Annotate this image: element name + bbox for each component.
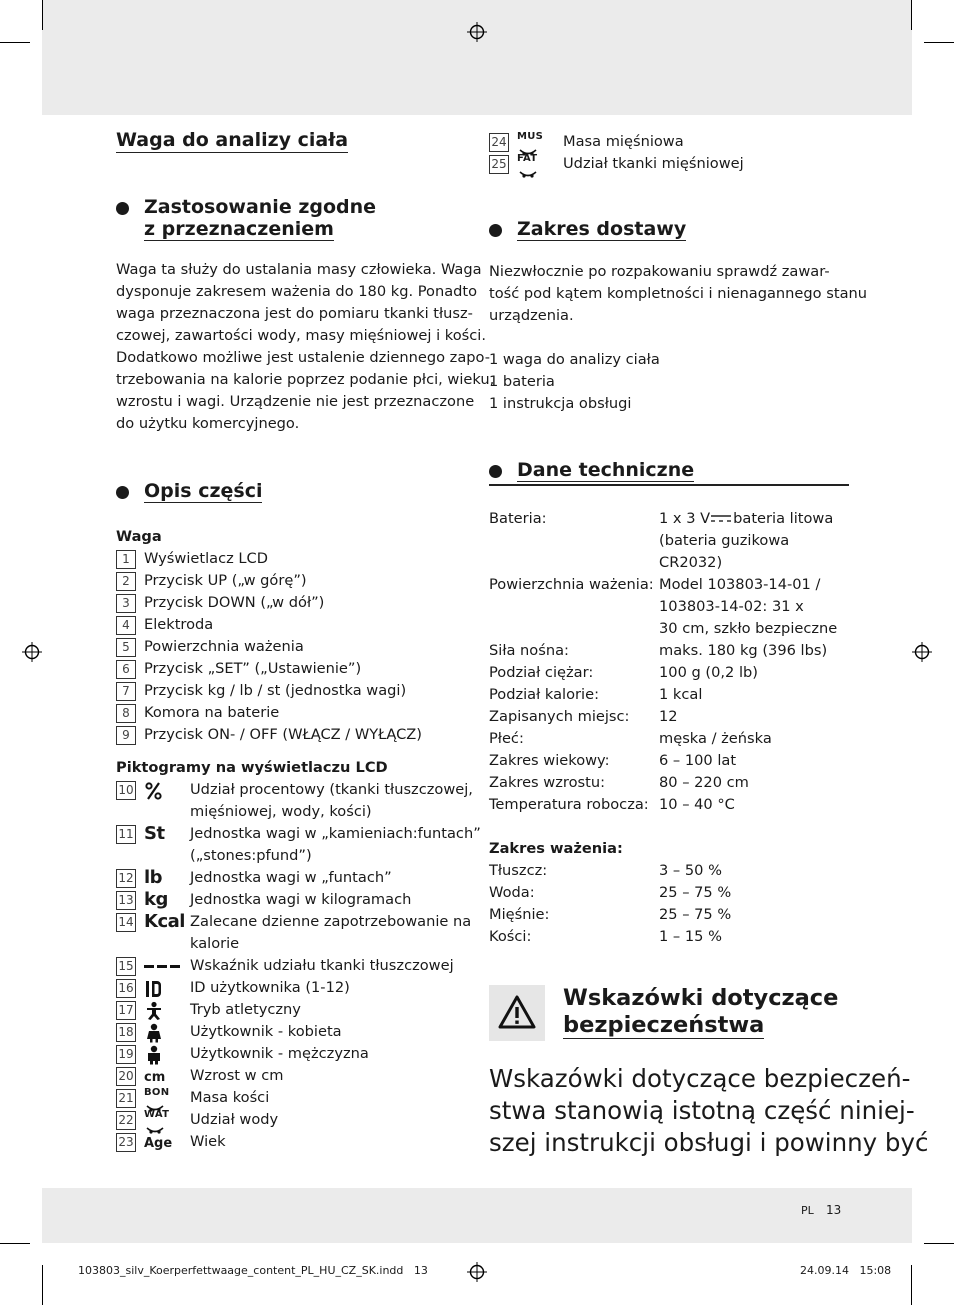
pictogram-row bbox=[116, 823, 481, 845]
section-use bbox=[116, 196, 495, 435]
bullet-icon bbox=[489, 465, 502, 478]
pictogram-number: 19 bbox=[116, 1045, 136, 1064]
tech-value: 80 – 220 cm bbox=[659, 773, 749, 791]
part-label: Wyświetlacz LCD bbox=[144, 550, 268, 567]
text-line: 1 waga do analizy ciała bbox=[489, 351, 660, 368]
tech-row bbox=[489, 728, 849, 750]
bullet-icon bbox=[489, 224, 502, 237]
tech-value: 1 kcal bbox=[659, 685, 703, 703]
tech-row: Powierzchnia ważenia: Model 103803-14-01 / bbox=[489, 575, 821, 593]
section-delivery bbox=[489, 218, 868, 415]
percent-icon bbox=[144, 779, 184, 801]
pictogram-number: 18 bbox=[116, 1023, 136, 1042]
sub-heading: Zakres ważenia: bbox=[489, 839, 623, 857]
pictogram-row bbox=[116, 977, 476, 999]
page-number: 13 bbox=[826, 1203, 842, 1217]
tech-key: Mięśnie: bbox=[489, 905, 550, 923]
pictogram-row bbox=[116, 1131, 476, 1153]
section-parts bbox=[116, 480, 481, 1153]
tech-value: 25 – 75 % bbox=[659, 905, 732, 923]
tech-value: 1 – 15 % bbox=[659, 927, 722, 945]
footer-filename: 103803_silv_Koerperfettwaage_content_PL_HU_CZ_SK.indd 13 bbox=[78, 1264, 428, 1277]
part-row bbox=[116, 636, 476, 658]
text-line: waga przeznaczona jest do pomiaru tkanki tłusz- bbox=[116, 305, 473, 322]
text-line: szej instrukcji obsługi i powinny być bbox=[489, 1128, 929, 1157]
tech-key: Temperatura robocza: bbox=[489, 795, 649, 813]
header-band bbox=[42, 0, 912, 115]
registration-mark-icon bbox=[467, 1262, 487, 1282]
page-title: Waga do analizy ciała bbox=[116, 129, 349, 151]
kcal-icon: Kcal bbox=[144, 911, 185, 932]
footer-lang: PL bbox=[801, 1204, 814, 1217]
part-number: 2 bbox=[116, 572, 136, 591]
part-number: 4 bbox=[116, 616, 136, 635]
part-number: 3 bbox=[116, 594, 136, 613]
water-icon: WAT bbox=[144, 1109, 184, 1131]
pictogram-label: Udział tkanki mięśniowej bbox=[563, 155, 744, 172]
delivery-list bbox=[489, 349, 849, 415]
pictogram-row bbox=[116, 1021, 476, 1043]
tech-key: Siła nośna: bbox=[489, 641, 569, 659]
parts-list bbox=[116, 548, 476, 746]
female-user-icon bbox=[144, 1021, 184, 1043]
pictogram-label: ID użytkownika (1-12) bbox=[190, 979, 350, 996]
part-number: 9 bbox=[116, 726, 136, 745]
crop-mark bbox=[924, 1243, 954, 1244]
part-number: 1 bbox=[116, 550, 136, 569]
muscle-tissue-icon: FAT bbox=[517, 153, 557, 175]
tech-row: Bateria: 1 x 3 V bateria litowa bbox=[489, 509, 834, 527]
pictogram-label: Wskaźnik udziału tkanki tłuszczowej bbox=[190, 957, 454, 974]
registration-mark-icon bbox=[467, 22, 487, 42]
pictogram-number: 20 bbox=[116, 1067, 136, 1086]
tech-value: 12 bbox=[659, 707, 678, 725]
muscle-mass-icon: MUS bbox=[517, 131, 557, 153]
tech-key: Zakres wiekowy: bbox=[489, 751, 610, 769]
tech-row bbox=[489, 926, 849, 948]
pictogram-list bbox=[116, 779, 481, 1153]
tech-key: Zakres wzrostu: bbox=[489, 773, 605, 791]
crop-mark bbox=[911, 1265, 912, 1305]
part-row bbox=[116, 592, 476, 614]
crop-mark bbox=[924, 42, 954, 43]
pictogram-row bbox=[116, 955, 476, 977]
section-heading: Dane techniczne bbox=[517, 459, 695, 481]
part-row bbox=[116, 658, 476, 680]
pictogram-row-cont bbox=[116, 933, 476, 955]
warning-triangle-icon bbox=[489, 985, 545, 1041]
tech-value: 10 – 40 °C bbox=[659, 795, 735, 813]
warning-box bbox=[489, 985, 545, 1041]
pictogram-row bbox=[116, 889, 476, 911]
part-label: Powierzchnia ważenia bbox=[144, 638, 304, 655]
pictogram-number: 23 bbox=[116, 1133, 136, 1152]
paragraph bbox=[116, 259, 495, 435]
pictogram-row bbox=[489, 153, 849, 175]
text-line: do użytku komercyjnego. bbox=[116, 415, 300, 432]
pictogram-row-cont bbox=[116, 845, 476, 867]
footer-date: 24.09.14 15:08 bbox=[800, 1264, 892, 1277]
tech-key: Kości: bbox=[489, 927, 532, 945]
tech-row bbox=[489, 794, 849, 816]
pictogram-list-continued bbox=[489, 131, 849, 175]
bullet-icon bbox=[116, 202, 129, 215]
kilogram-unit-icon: kg bbox=[144, 889, 168, 910]
pictogram-label: Wiek bbox=[190, 1133, 226, 1150]
tech-row bbox=[489, 772, 849, 794]
pictogram-row-cont bbox=[116, 801, 476, 823]
text-line: 1 bateria bbox=[489, 373, 555, 390]
pictogram-label: Użytkownik - mężczyzna bbox=[190, 1045, 369, 1062]
pictogram-number: 24 bbox=[489, 133, 509, 152]
text-line: tość pod kątem kompletności i nienagannego stanu bbox=[489, 285, 868, 302]
part-number: 7 bbox=[116, 682, 136, 701]
pictogram-number: 10 bbox=[116, 781, 136, 800]
text-line: Dodatkowo możliwe jest ustalenie dziennego zapo- bbox=[116, 349, 490, 366]
sub-heading: Piktogramy na wyświetlaczu LCD bbox=[116, 759, 388, 776]
text-line: wzrostu i wagi. Urządzenie nie jest przeznaczone bbox=[116, 393, 475, 410]
pictogram-label: Masa mięśniowa bbox=[563, 133, 684, 150]
pictogram-number: 13 bbox=[116, 891, 136, 910]
pictogram-row bbox=[116, 1065, 476, 1087]
part-row bbox=[116, 680, 476, 702]
stone-unit-icon: St bbox=[144, 823, 165, 844]
pictogram-number: 12 bbox=[116, 869, 136, 888]
bullet-icon bbox=[116, 486, 129, 499]
pound-unit-icon: lb bbox=[144, 867, 163, 888]
text-line: 1 instrukcja obsługi bbox=[489, 395, 632, 412]
tech-key: Podział kalorie: bbox=[489, 685, 599, 703]
pictogram-label: („stones:pfund”) bbox=[190, 847, 312, 864]
male-user-icon bbox=[144, 1043, 184, 1065]
pictogram-number: 17 bbox=[116, 1001, 136, 1020]
part-row bbox=[116, 570, 476, 592]
section-heading: Zakres dostawy bbox=[517, 218, 687, 240]
text-line: Niezwłocznie po rozpakowaniu sprawdź zawar- bbox=[489, 263, 830, 280]
pictogram-label: Jednostka wagi w kilogramach bbox=[190, 891, 412, 908]
pictogram-row bbox=[116, 999, 476, 1021]
crop-mark bbox=[42, 1265, 43, 1305]
registration-mark-icon bbox=[912, 642, 932, 662]
part-label: Przycisk UP („w górę”) bbox=[144, 572, 307, 589]
crop-mark bbox=[911, 0, 912, 30]
text-line: dysponuje zakresem ważenia do 180 kg. Ponadto bbox=[116, 283, 478, 300]
crop-mark bbox=[0, 1243, 30, 1244]
part-label: Elektroda bbox=[144, 616, 214, 633]
pictogram-row bbox=[116, 867, 476, 889]
tech-row bbox=[489, 860, 849, 882]
tech-table: Bateria: 1 x 3 V bateria litowa (bateria guzikowa CR2032) Powierzchnia ważenia: Model 103803-14-01 / 103803-14-02: 31 x 30 cm, szkło bezpieczne Siła nośna: maks. 180 kg (396 lbs) Podział ciężar: 100 g (0,2 lb) Podział kalorie: 1 kcal Zapisanych miejsc: 12 Płeć: męska / żeńska Zakres wiekowy: 6 – 100 lat Zakres wzrostu: 80 – 220 cm Temperatura robocza: 10 – 40 °C Zakres ważenia: Tłuszcz: 3 – 50 % Woda: 25 – 75 % Mięśnie: 25 – 75 % Kości: 1 – 15 % bbox=[489, 508, 849, 948]
tech-value: 100 g (0,2 lb) bbox=[659, 663, 758, 681]
safety-paragraph bbox=[489, 1063, 928, 1159]
part-number: 6 bbox=[116, 660, 136, 679]
part-label: Przycisk kg / lb / st (jednostka wagi) bbox=[144, 682, 407, 699]
bone-mass-icon: BON bbox=[144, 1087, 184, 1109]
pictogram-label: Jednostka wagi w „funtach” bbox=[190, 869, 392, 886]
pictogram-row bbox=[116, 1109, 476, 1131]
age-icon: Age bbox=[144, 1136, 173, 1151]
pictogram-label: Tryb atletyczny bbox=[190, 1001, 301, 1018]
text-line: Wskazówki dotyczące bezpieczeń- bbox=[489, 1064, 911, 1093]
pictogram-number: 21 bbox=[116, 1089, 136, 1108]
pictogram-label: Masa kości bbox=[190, 1089, 270, 1106]
pictogram-row bbox=[116, 1087, 476, 1109]
pictogram-label: Udział wody bbox=[190, 1111, 279, 1128]
text-line: urządzenia. bbox=[489, 307, 574, 324]
pictogram-label: Użytkownik - kobieta bbox=[190, 1023, 342, 1040]
section-heading: Zastosowanie zgodne z przeznaczeniem bbox=[144, 196, 377, 240]
user-id-icon bbox=[144, 977, 184, 999]
text-line: trzebowania na kalorie poprzez podanie płci, wieku, bbox=[116, 371, 495, 388]
part-label: Przycisk ON- / OFF (WŁĄCZ / WYŁĄCZ) bbox=[144, 726, 422, 743]
pictogram-label: Jednostka wagi w „kamieniach:funtach” bbox=[190, 825, 481, 842]
paragraph bbox=[489, 261, 868, 327]
crop-mark bbox=[42, 0, 43, 30]
tech-key: Płeć: bbox=[489, 729, 524, 747]
cm-unit-icon: cm bbox=[144, 1070, 166, 1085]
pictogram-number: 22 bbox=[116, 1111, 136, 1130]
tech-value: męska / żeńska bbox=[659, 729, 772, 747]
part-label: Komora na baterie bbox=[144, 704, 280, 721]
pictogram-number: 14 bbox=[116, 913, 136, 932]
part-row bbox=[116, 548, 476, 570]
part-row bbox=[116, 724, 476, 746]
tech-row bbox=[489, 662, 849, 684]
pictogram-label: Wzrost w cm bbox=[190, 1067, 284, 1084]
fat-indicator-icon bbox=[144, 955, 184, 977]
part-row bbox=[116, 702, 476, 724]
dc-symbol-icon bbox=[710, 514, 732, 524]
pictogram-label: Zalecane dzienne zapotrzebowanie na bbox=[190, 913, 472, 930]
sub-heading: Waga bbox=[116, 528, 162, 545]
safety-heading: Wskazówki dotyczące bezpieczeństwa bbox=[563, 985, 839, 1038]
pictogram-row bbox=[116, 779, 476, 801]
tech-row bbox=[489, 706, 849, 728]
tech-row bbox=[489, 882, 849, 904]
part-label: Przycisk DOWN („w dół”) bbox=[144, 594, 325, 611]
text-line: Waga ta służy do ustalania masy człowieka. Waga bbox=[116, 261, 482, 278]
footer-band bbox=[42, 1188, 912, 1243]
crop-mark bbox=[0, 42, 30, 43]
part-row bbox=[116, 614, 476, 636]
tech-key: Podział ciężar: bbox=[489, 663, 594, 681]
pictogram-number: 11 bbox=[116, 825, 136, 844]
pictogram-row bbox=[489, 131, 849, 153]
part-number: 8 bbox=[116, 704, 136, 723]
pictogram-number: 15 bbox=[116, 957, 136, 976]
tech-value: 25 – 75 % bbox=[659, 883, 732, 901]
text-line: stwa stanowią istotną część niniej- bbox=[489, 1096, 915, 1125]
tech-value: 3 – 50 % bbox=[659, 861, 722, 879]
tech-row bbox=[489, 750, 849, 772]
tech-value: 6 – 100 lat bbox=[659, 751, 737, 769]
pictogram-label: kalorie bbox=[190, 935, 240, 952]
part-label: Przycisk „SET” („Ustawienie”) bbox=[144, 660, 362, 677]
pictogram-number: 16 bbox=[116, 979, 136, 998]
registration-mark-icon bbox=[22, 642, 42, 662]
tech-key: Tłuszcz: bbox=[489, 861, 548, 879]
pictogram-row bbox=[116, 1043, 476, 1065]
pictogram-label: mięśniowej, wody, kości) bbox=[190, 803, 372, 820]
tech-key: Woda: bbox=[489, 883, 535, 901]
athlete-icon bbox=[144, 999, 184, 1021]
tech-row bbox=[489, 640, 849, 662]
pictogram-number: 25 bbox=[489, 155, 509, 174]
section-tech bbox=[489, 459, 849, 948]
section-heading: Opis części bbox=[144, 480, 263, 502]
tech-row bbox=[489, 684, 849, 706]
part-number: 5 bbox=[116, 638, 136, 657]
tech-value: maks. 180 kg (396 lbs) bbox=[659, 641, 828, 659]
tech-row bbox=[489, 904, 849, 926]
pictogram-row bbox=[116, 911, 476, 933]
pictogram-label: Udział procentowy (tkanki tłuszczowej, bbox=[190, 781, 473, 798]
tech-key: Zapisanych miejsc: bbox=[489, 707, 630, 725]
text-line: czowej, zawartości wody, masy mięśniowej i kości. bbox=[116, 327, 486, 344]
